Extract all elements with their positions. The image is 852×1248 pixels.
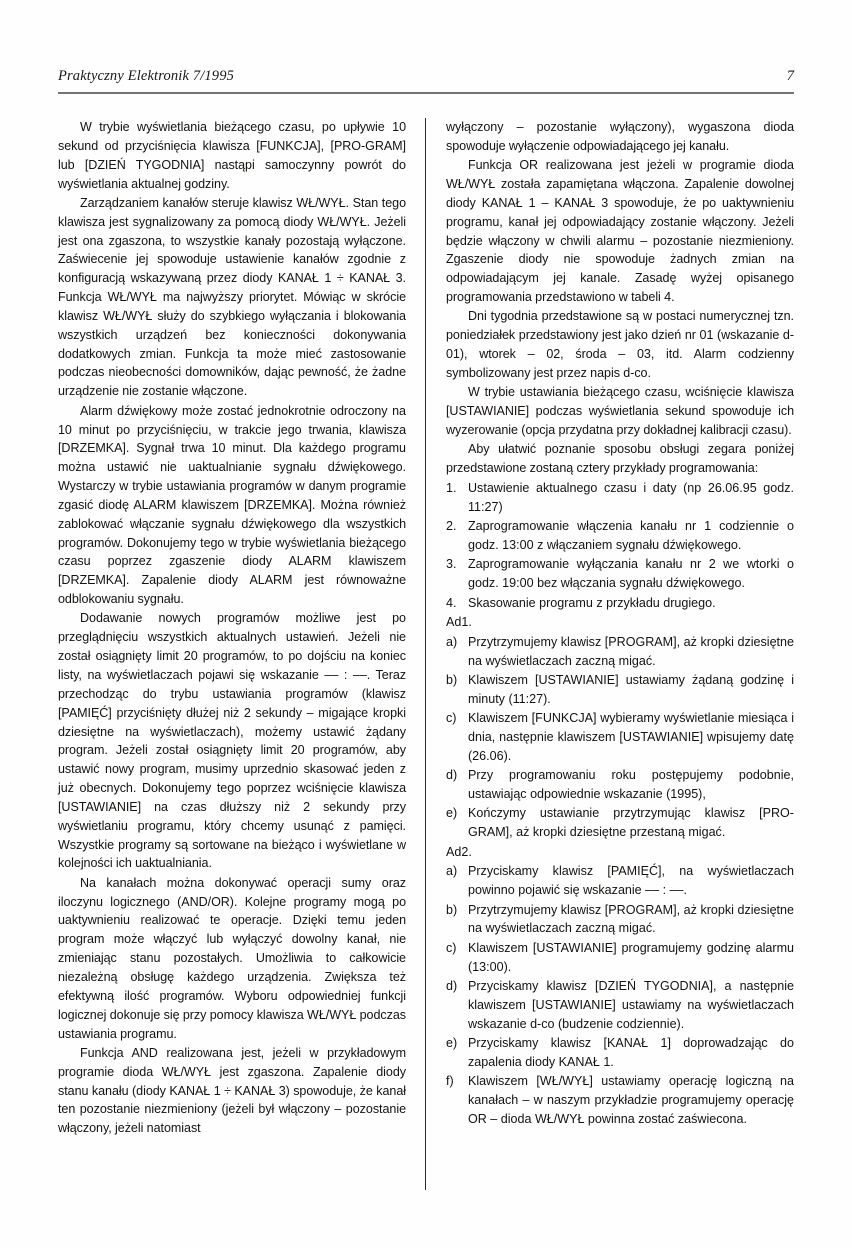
ad2-steps-list xyxy=(446,862,794,1128)
list-item xyxy=(446,766,794,804)
two-column-body xyxy=(58,118,794,1208)
list-item-text: Przyciskamy klawisz [KANAŁ 1] doprowadzając do zapalenia diody KANAŁ 1. xyxy=(468,1036,794,1069)
list-item xyxy=(446,671,794,709)
list-item-text: Przyciskamy klawisz [PAMIĘĆ], na wyświetlaczach powinno pojawić się wskazanie –– : ––. xyxy=(468,864,794,898)
list-marker: c) xyxy=(446,940,457,955)
list-marker: a) xyxy=(446,864,458,879)
list-item-text: Zaprogramowanie wyłączania kanału nr 2 we wtorki o godz. 19:00 bez włączania sygnału dźwiękowego. xyxy=(468,557,794,591)
paragraph: Dodawanie nowych programów możliwe jest po przeglądnięciu wszystkich aktualnych ustawień. Jeżeli nie został osiągnięty limit 20 programów, to po dojściu na koniec listy, na wyświetlaczach pojawi się wskazanie –– : ––. Teraz przechodząc do trybu ustawiania programów (klawisz [PAMIĘĆ] przyciśnięty dłużej niż 2 sekundy – migające kropki dziesiętne na wyświetlaczach), możemy ustawić żądany program. Jeżeli został osiągnięty limit 20 programów, aby ustawić nowy program, musimy uprzednio skasować jeden z już obecnych. Dokonujemy tego poprzez wciśnięcie klawisza [USTAWIANIE] na czas dłuższy niż 2 sekundy przy wyświetlaniu programu, który chcemy usunąć z pamięci. Wszystkie programy są sortowane na bieżąco i wyświetlane w kolejności ich uaktualniania. xyxy=(58,611,406,871)
paragraph: W trybie wyświetlania bieżącego czasu, po upływie 10 sekund od przyciśnięcia klawisza [FUNKCJA], [PRO-GRAM] lub [DZIEŃ TYGODNIA] nastąpi samoczynny powrót do wyświetlania aktualnej godziny. xyxy=(58,120,406,191)
list-item xyxy=(446,555,794,593)
header-rule xyxy=(58,92,794,94)
list-item xyxy=(446,901,794,939)
list-marker: 2. xyxy=(446,519,457,534)
list-marker: a) xyxy=(446,634,458,649)
list-item-text: Ustawienie aktualnego czasu i daty (np 26.06.95 godz. 11:27) xyxy=(468,481,794,514)
list-item-text: Przy programowaniu roku postępujemy podobnie, ustawiając odpowiednie wskazanie (1995), xyxy=(468,768,794,802)
list-item xyxy=(446,862,794,900)
ad2-label: Ad2. xyxy=(446,844,472,859)
list-item-text: Przytrzymujemy klawisz [PROGRAM], aż kropki dziesiętne na wyświetlaczach zaczną migać. xyxy=(468,634,794,668)
list-item-text: Przyciskamy klawisz [DZIEŃ TYGODNIA], a następnie klawiszem [USTAWIANIE] ustawiamy na wyświetlaczach wskazanie d-co (budzenie codziennie). xyxy=(468,978,794,1031)
right-column xyxy=(446,118,794,1129)
list-item xyxy=(446,1072,794,1129)
page-number: 7 xyxy=(786,68,794,84)
list-marker: f) xyxy=(446,1074,454,1089)
left-column xyxy=(58,118,406,1138)
paragraph: wyłączony – pozostanie wyłączony), wygaszona dioda spowoduje wyłączenie odpowiadającego jej kanału. xyxy=(446,120,794,153)
list-item-text: Skasowanie programu z przykładu drugiego. xyxy=(468,595,716,610)
list-item-text: Kończymy ustawianie przytrzymując klawisz [PRO-GRAM], aż kropki dziesiętne przestaną migać. xyxy=(468,806,794,840)
list-marker: b) xyxy=(446,672,458,687)
list-item xyxy=(446,1034,794,1072)
paragraph: Funkcja OR realizowana jest jeżeli w programie dioda WŁ/WYŁ została zapamiętana włączona. Zapalenie dowolnej diody KANAŁ 1 – KANAŁ 3 spowoduje, że po uaktywnieniu programu, kanał jej odpowiadający zostanie włączony. Jeżeli będzie włączony w chwili alarmu – pozostanie niezmieniony. Zgaszenie diody nie spowoduje żadnych zmian na odpowiadającym jej kanale. Zasadę wyżej opisanego programowania przedstawiono w tabeli 4. xyxy=(446,158,794,305)
list-marker: 3. xyxy=(446,557,457,572)
list-marker: 4. xyxy=(446,595,457,610)
paragraph: Alarm dźwiękowy może zostać jednokrotnie odroczony na 10 minut po przyciśnięciu, w trakcie jego trwania, klawisza [DRZEMKA]. Sygnał trwa 10 minut. Dla każdego programu można ustawić nie uaktualnianie sygnału dźwiękowego. Wystarczy w trybie ustawiania programów w danym programie zgasić diodę ALARM klawiszem [DRZEMKA]. Można również zablokować włączanie sygnału dźwiękowego dla wszystkich programów. Dokonujemy tego w trybie wyświetlania bieżącego czasu poprzez zgaszenie diody ALARM klawiszem [DRZEMKA]. Zapalenie diody ALARM jest równoważne odblokowaniu sygnału. xyxy=(58,403,406,607)
ad1-steps-list xyxy=(446,633,794,842)
column-divider xyxy=(425,118,426,1190)
ad1-label: Ad1. xyxy=(446,614,472,629)
list-marker: d) xyxy=(446,978,458,993)
list-item xyxy=(446,633,794,671)
paragraph: Funkcja AND realizowana jest, jeżeli w przykładowym programie dioda WŁ/WYŁ jest zgaszona. Zapalenie diody stanu kanału (diody KANAŁ 1 ÷ KANAŁ 3) spowoduje, że kanał ten pozostanie niezmieniony (jeżeli był włączony – pozostanie włączony, jeżeli natomiast xyxy=(58,1045,406,1136)
list-marker: e) xyxy=(446,1036,458,1050)
list-marker: c) xyxy=(446,711,457,726)
list-item-text: Klawiszem [USTAWIANIE] programujemy godzinę alarmu (13:00). xyxy=(468,940,794,974)
list-item xyxy=(446,594,794,613)
list-item xyxy=(446,479,794,517)
list-marker: 1. xyxy=(446,481,457,496)
list-item xyxy=(446,804,794,842)
list-item-text: Klawiszem [USTAWIANIE] ustawiamy żądaną godzinę i minuty (11:27). xyxy=(468,672,794,706)
list-item xyxy=(446,939,794,977)
journal-title: Praktyczny Elektronik 7/1995 xyxy=(58,68,234,84)
list-item xyxy=(446,977,794,1034)
list-item-text: Przytrzymujemy klawisz [PROGRAM], aż kropki dziesiętne na wyświetlaczach zaczną migać. xyxy=(468,902,794,936)
examples-list xyxy=(446,479,794,612)
paragraph: Zarządzaniem kanałów steruje klawisz WŁ/WYŁ. Stan tego klawisza jest sygnalizowany za pomocą diody WŁ/WYŁ. Jeżeli jest ona zgaszona, to wszystkie kanały pozostają wyłączone. Zaświecenie jej spowoduje ustawienie kanałów zgodnie z konfiguracją wskazywaną przez diody KANAŁ 1 ÷ KANAŁ 3. Funkcja WŁ/WYŁ ma najwyższy priorytet. Mówiąc w skrócie klawisz WŁ/WYŁ służy do szybkiego wyłączania i blokowania wszystkich urządzeń bez konieczności dokonywania dodatkowych zmian. Funkcja ta może mieć zastosowanie podczas nieobecności domowników, dając pewność, że żadne urządzenie nie zostanie włączone. xyxy=(58,195,406,399)
list-item xyxy=(446,709,794,766)
list-marker: d) xyxy=(446,768,458,783)
list-marker: e) xyxy=(446,806,458,821)
list-item-text: Klawiszem [FUNKCJA] wybieramy wyświetlanie miesiąca i dnia, następnie klawiszem [USTAWIANIE] wpisujemy datę (26.06). xyxy=(468,711,794,763)
list-marker: b) xyxy=(446,902,458,917)
paragraph: Aby ułatwić poznanie sposobu obsługi zegara poniżej przedstawione zostaną cztery przykłady programowania: xyxy=(446,442,794,476)
paragraph: Dni tygodnia przedstawione są w postaci numerycznej tzn. poniedziałek przedstawiony jest jako dzień nr 01 (wskazanie d-01), wtorek – 02, środa – 03, itd. Alarm codzienny symbolizowany jest przez napis d-co. xyxy=(446,309,794,380)
paragraph: W trybie ustawiania bieżącego czasu, wciśnięcie klawisza [USTAWIANIE] podczas wyświetlania sekund spowoduje ich wyzerowanie (opcja przydatna przy dokładnej kalibracji czasu). xyxy=(446,385,794,437)
list-item-text: Zaprogramowanie włączenia kanału nr 1 codziennie o godz. 13:00 z włączaniem sygnału dźwiękowego. xyxy=(468,519,794,553)
running-head xyxy=(58,68,794,100)
list-item xyxy=(446,517,794,555)
list-item-text: Klawiszem [WŁ/WYŁ] ustawiamy operację logiczną na kanałach – w naszym przykładzie programujemy operację OR – dioda WŁ/WYŁ powinna zostać zaświecona. xyxy=(468,1074,794,1126)
paragraph: Na kanałach można dokonywać operacji sumy oraz iloczynu logicznego (AND/OR). Kolejne programy mogą po uaktywnieniu realizować te operacje. Dzięki temu jeden program może włączyć lub wyłączyć dowolny kanał, nie zmieniając stanu pozostałych. Umożliwia to całkowicie niezależną obsługę każdego urządzenia. Zwiększa też efektywną ilość programów. Wyboru odpowiedniej funkcji logicznej dokonuje się przy pomocy klawisza WŁ/WYŁ podczas ustawiania programu. xyxy=(58,875,406,1041)
